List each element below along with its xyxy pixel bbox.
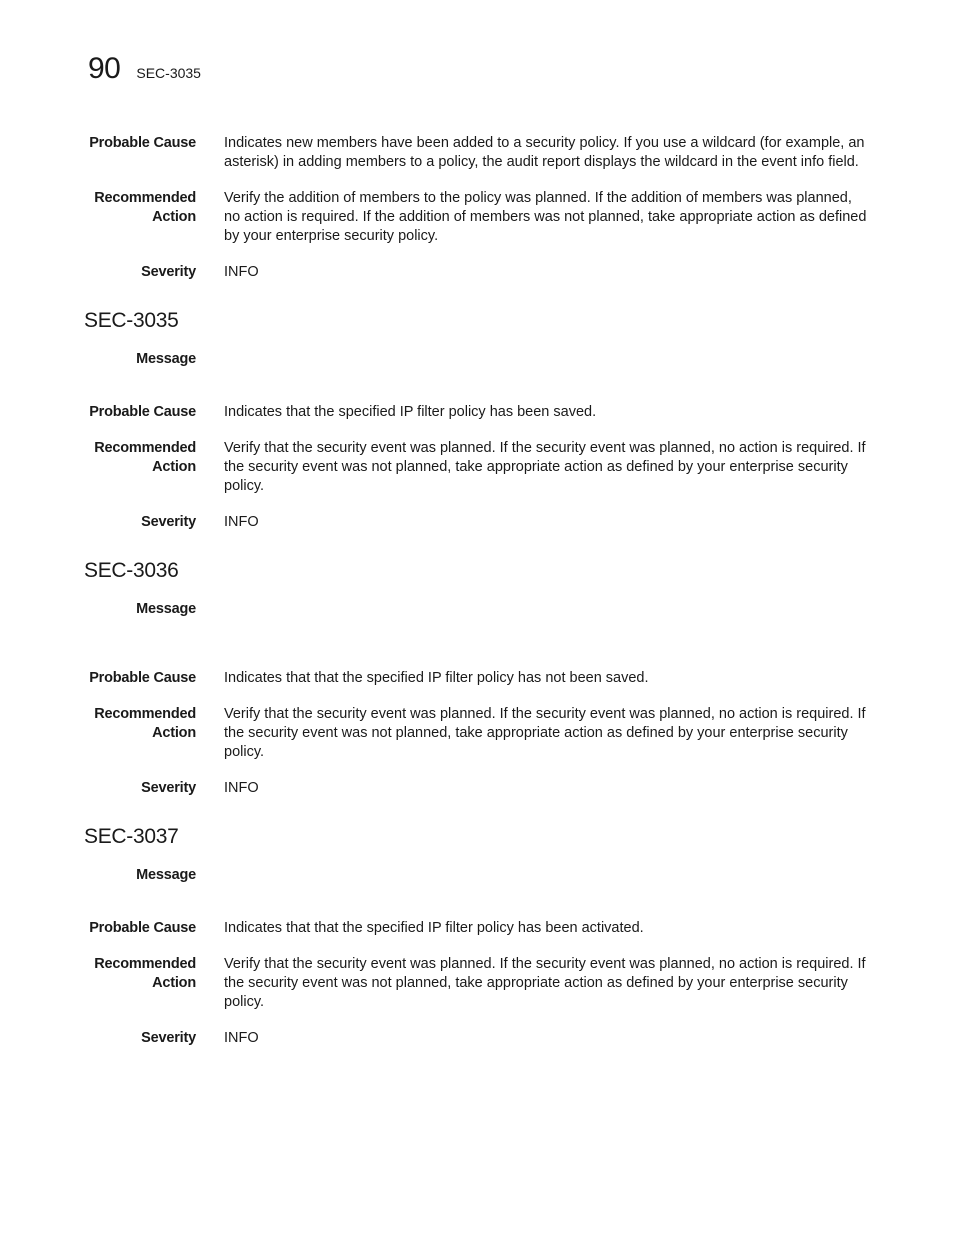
message-row	[0, 600, 954, 619]
message-text	[224, 350, 870, 369]
recommended-action-row	[0, 439, 954, 496]
probable-cause-text: Indicates that that the specified IP filter policy has been activated.	[224, 920, 644, 936]
probable-cause-text: Indicates that the specified IP filter policy has been saved.	[224, 404, 597, 420]
recommended-action-text: Verify that the security event was planned. If the security event was planned, no action is required. If the security event was not planned, take appropriate action as defined by your enterprise security policy.	[224, 706, 866, 760]
severity-label: Severity	[141, 1030, 196, 1046]
recommended-action-label-line1: Recommended	[94, 956, 196, 972]
probable-cause-label: Probable Cause	[89, 135, 196, 151]
message-label: Message	[136, 867, 196, 883]
recommended-action-label	[0, 439, 196, 496]
recommended-action-label	[0, 189, 196, 246]
recommended-action-label	[0, 955, 196, 1012]
message-row	[0, 866, 954, 885]
probable-cause-label: Probable Cause	[89, 404, 196, 420]
severity-label: Severity	[141, 264, 196, 280]
recommended-action-label	[0, 705, 196, 762]
severity-row	[0, 1029, 954, 1048]
running-title: SEC-3035	[136, 65, 201, 81]
message-text	[224, 866, 870, 885]
severity-value: INFO	[224, 1030, 259, 1046]
probable-cause-row	[0, 403, 954, 422]
probable-cause-row	[0, 134, 954, 172]
probable-cause-row	[0, 919, 954, 938]
recommended-action-row	[0, 705, 954, 762]
severity-value: INFO	[224, 780, 259, 796]
message-row	[0, 350, 954, 369]
severity-row	[0, 263, 954, 282]
recommended-action-label-line2: Action	[152, 725, 196, 741]
recommended-action-label-line2: Action	[152, 209, 196, 225]
recommended-action-text: Verify the addition of members to the policy was planned. If the addition of members was planned, no action is required. If the addition of members was not planned, take appropriate action as defined by your enterprise security policy.	[224, 190, 867, 244]
probable-cause-text: Indicates new members have been added to a security policy. If you use a wildcard (for example, an asterisk) in adding members to a policy, the audit report displays the wildcard in the event info field.	[224, 135, 865, 170]
recommended-action-text: Verify that the security event was planned. If the security event was planned, no action is required. If the security event was not planned, take appropriate action as defined by your enterprise security policy.	[224, 440, 866, 494]
recommended-action-label-line1: Recommended	[94, 440, 196, 456]
probable-cause-label: Probable Cause	[89, 670, 196, 686]
recommended-action-label-line2: Action	[152, 459, 196, 475]
recommended-action-text: Verify that the security event was planned. If the security event was planned, no action is required. If the security event was not planned, take appropriate action as defined by your enterprise security policy.	[224, 956, 866, 1010]
recommended-action-row	[0, 955, 954, 1012]
severity-row	[0, 779, 954, 798]
probable-cause-label: Probable Cause	[89, 920, 196, 936]
page-number: 90	[88, 52, 121, 85]
message-label: Message	[136, 601, 196, 617]
recommended-action-label-line1: Recommended	[94, 190, 196, 206]
document-body	[0, 134, 954, 1065]
severity-label: Severity	[141, 514, 196, 530]
probable-cause-text: Indicates that that the specified IP filter policy has not been saved.	[224, 670, 649, 686]
page-header	[88, 52, 201, 86]
section-heading-sec-3035: SEC-3035	[84, 309, 179, 332]
recommended-action-label-line1: Recommended	[94, 706, 196, 722]
message-text	[224, 600, 870, 619]
recommended-action-label-line2: Action	[152, 975, 196, 991]
severity-label: Severity	[141, 780, 196, 796]
section-heading-sec-3036: SEC-3036	[84, 559, 179, 582]
message-label: Message	[136, 351, 196, 367]
recommended-action-row	[0, 189, 954, 246]
probable-cause-row	[0, 669, 954, 688]
section-heading-sec-3037: SEC-3037	[84, 825, 179, 848]
severity-value: INFO	[224, 264, 259, 280]
severity-row	[0, 513, 954, 532]
severity-value: INFO	[224, 514, 259, 530]
